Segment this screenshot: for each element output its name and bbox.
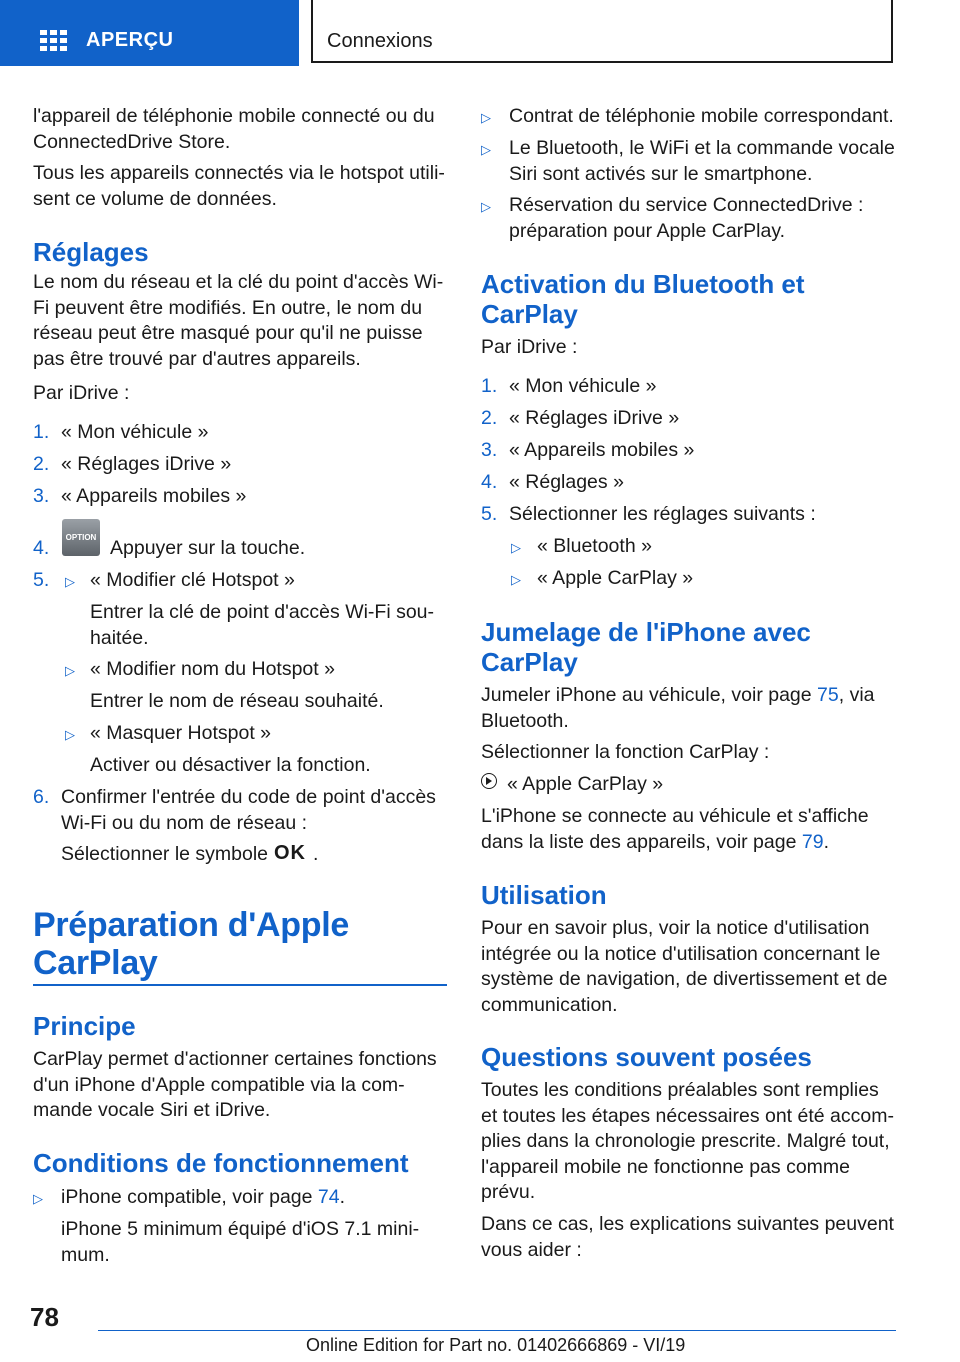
- section-rule: [33, 984, 447, 986]
- step-number: 1.: [33, 421, 50, 443]
- paragraph: l'appareil de téléphonie mobile connecté ou du ConnectedDrive Store.: [33, 105, 435, 153]
- step-text: « Réglages iDrive »: [61, 453, 232, 475]
- condition-text: iPhone compatible, voir page 74.: [61, 1186, 346, 1208]
- bullet-triangle-icon: ▷: [481, 142, 491, 157]
- step-number: 2.: [33, 453, 50, 475]
- paragraph: Toutes les conditions préalables sont remplies et toutes les étapes nécessaires ont été accomplies dans la chronologie prescrite. Malgré tout, l'appareil mobile ne fonctionne pas comme prévu.: [481, 1079, 894, 1203]
- paragraph: CarPlay permet d'actionner certaines fonctions d'un iPhone d'Apple compatible via la commande vocale Siri et iDrive.: [33, 1048, 437, 1121]
- heading-principe: Principe: [33, 1011, 136, 1041]
- bullet-text: Contrat de téléphonie mobile correspondant.: [509, 105, 894, 127]
- heading-questions: Questions souvent posées: [481, 1042, 812, 1072]
- step-text: « Réglages iDrive »: [509, 407, 680, 429]
- footer-edition: Online Edition for Part no. 01402666869 - VI/19: [306, 1335, 686, 1355]
- step-number: 5.: [33, 569, 50, 591]
- bullet-triangle-icon: ▷: [65, 727, 75, 742]
- step-number: 6.: [33, 786, 50, 808]
- step-number: 1.: [481, 375, 498, 397]
- paragraph: Par iDrive :: [481, 336, 578, 358]
- paragraph: Par iDrive :: [33, 382, 130, 404]
- step-number: 4.: [481, 471, 498, 493]
- tab-overview[interactable]: [0, 0, 299, 66]
- page-header: [0, 0, 960, 66]
- bullet-triangle-icon: ▷: [481, 110, 491, 125]
- page-number: 78: [30, 1302, 59, 1332]
- bullet-text: Le Bluetooth, le WiFi et la commande vocale Siri sont activés sur le smartphone.: [509, 137, 895, 185]
- paragraph: Sélectionner la fonction CarPlay :: [481, 741, 770, 763]
- heading-activation: Activation du Bluetooth et CarPlay: [481, 269, 805, 329]
- heading-preparation: Préparation d'Apple CarPlay: [33, 906, 349, 982]
- step-number: 3.: [33, 485, 50, 507]
- bullet-triangle-icon: ▷: [481, 199, 491, 214]
- paragraph: Tous les appareils connectés via le hotspot utilisent ce volume de données.: [33, 162, 445, 210]
- heading-jumelage: Jumelage de l'iPhone avec CarPlay: [481, 617, 811, 677]
- condition-desc: iPhone 5 minimum équipé d'iOS 7.1 minimum.: [61, 1218, 420, 1266]
- bullet-triangle-icon: ▷: [65, 574, 75, 589]
- bullet-triangle-icon: ▷: [511, 572, 521, 587]
- grid-icon: [40, 30, 67, 52]
- page-link[interactable]: 79: [801, 830, 824, 853]
- step-text: « Mon véhicule »: [509, 375, 657, 397]
- bullet-triangle-icon: ▷: [33, 1191, 43, 1206]
- play-circle-icon: [481, 773, 497, 789]
- step-text: « Mon véhicule »: [61, 421, 209, 443]
- step-text: Sélectionner le symbole: [61, 843, 269, 865]
- paragraph: Dans ce cas, les explications suivantes peuvent vous aider :: [481, 1213, 894, 1261]
- step-text: Confirmer l'entrée du code de point d'accès Wi-Fi ou du nom de réseau :: [61, 786, 436, 834]
- tab-chapter[interactable]: [311, 0, 893, 63]
- step-text: Appuyer sur la touche.: [110, 537, 306, 559]
- bullet-text: Réservation du service ConnectedDrive : préparation pour Apple CarPlay.: [509, 194, 864, 242]
- step-text: « Appareils mobiles »: [509, 439, 695, 461]
- heading-reglages: Réglages: [33, 237, 149, 267]
- bullet-triangle-icon: ▷: [511, 540, 521, 555]
- substep-text: « Masquer Hotspot »: [90, 722, 272, 744]
- step-number: 5.: [481, 503, 498, 525]
- page-link[interactable]: 74: [317, 1186, 340, 1208]
- tab-overview-label: APERÇU: [86, 29, 174, 51]
- step-number: 3.: [481, 439, 498, 461]
- step-text: Sélectionner les réglages suivants :: [509, 503, 816, 525]
- substep-desc: Entrer le nom de réseau souhaité.: [90, 690, 384, 712]
- paragraph: Pour en savoir plus, voir la notice d'utilisation intégrée ou la notice d'utilisation concernant le système de navigation, de divertissement et de communication.: [481, 917, 888, 1016]
- substep-text: « Bluetooth »: [537, 535, 652, 557]
- ok-icon: OK: [274, 842, 306, 864]
- tab-chapter-label: Connexions: [327, 30, 433, 52]
- punctuation: .: [313, 843, 319, 865]
- substep-text: « Modifier nom du Hotspot »: [90, 658, 335, 680]
- footer-rule: [98, 1330, 896, 1331]
- option-button-icon: OPTION: [62, 519, 100, 556]
- substep-desc: Entrer la clé de point d'accès Wi-Fi souhaitée.: [90, 601, 435, 649]
- page-link[interactable]: 75: [817, 684, 839, 706]
- substep-text: « Apple CarPlay »: [537, 567, 694, 589]
- substep-text: « Modifier clé Hotspot »: [90, 569, 295, 591]
- heading-utilisation: Utilisation: [481, 880, 607, 910]
- substep-desc: Activer ou désactiver la fonction.: [90, 754, 371, 776]
- paragraph: Le nom du réseau et la clé du point d'accès Wi-Fi peuvent être modifiés. En outre, le nom du réseau peut être masqué pour qu'il ne puisse pas être trouvé par d'autres appareils.: [33, 271, 444, 370]
- step-number: 2.: [481, 407, 498, 429]
- bullet-triangle-icon: ▷: [65, 663, 75, 678]
- step-text: « Apple CarPlay »: [507, 773, 664, 795]
- step-text: « Appareils mobiles »: [61, 485, 247, 507]
- heading-conditions: Conditions de fonctionnement: [33, 1148, 409, 1178]
- paragraph: L'iPhone se connecte au véhicule et s'affiche dans la liste des appareils, voir page 79.: [481, 805, 869, 853]
- step-text: « Réglages »: [509, 471, 624, 493]
- paragraph: Jumeler iPhone au véhicule, voir page 75, via Bluetooth.: [481, 684, 875, 732]
- step-number: 4.: [33, 537, 50, 559]
